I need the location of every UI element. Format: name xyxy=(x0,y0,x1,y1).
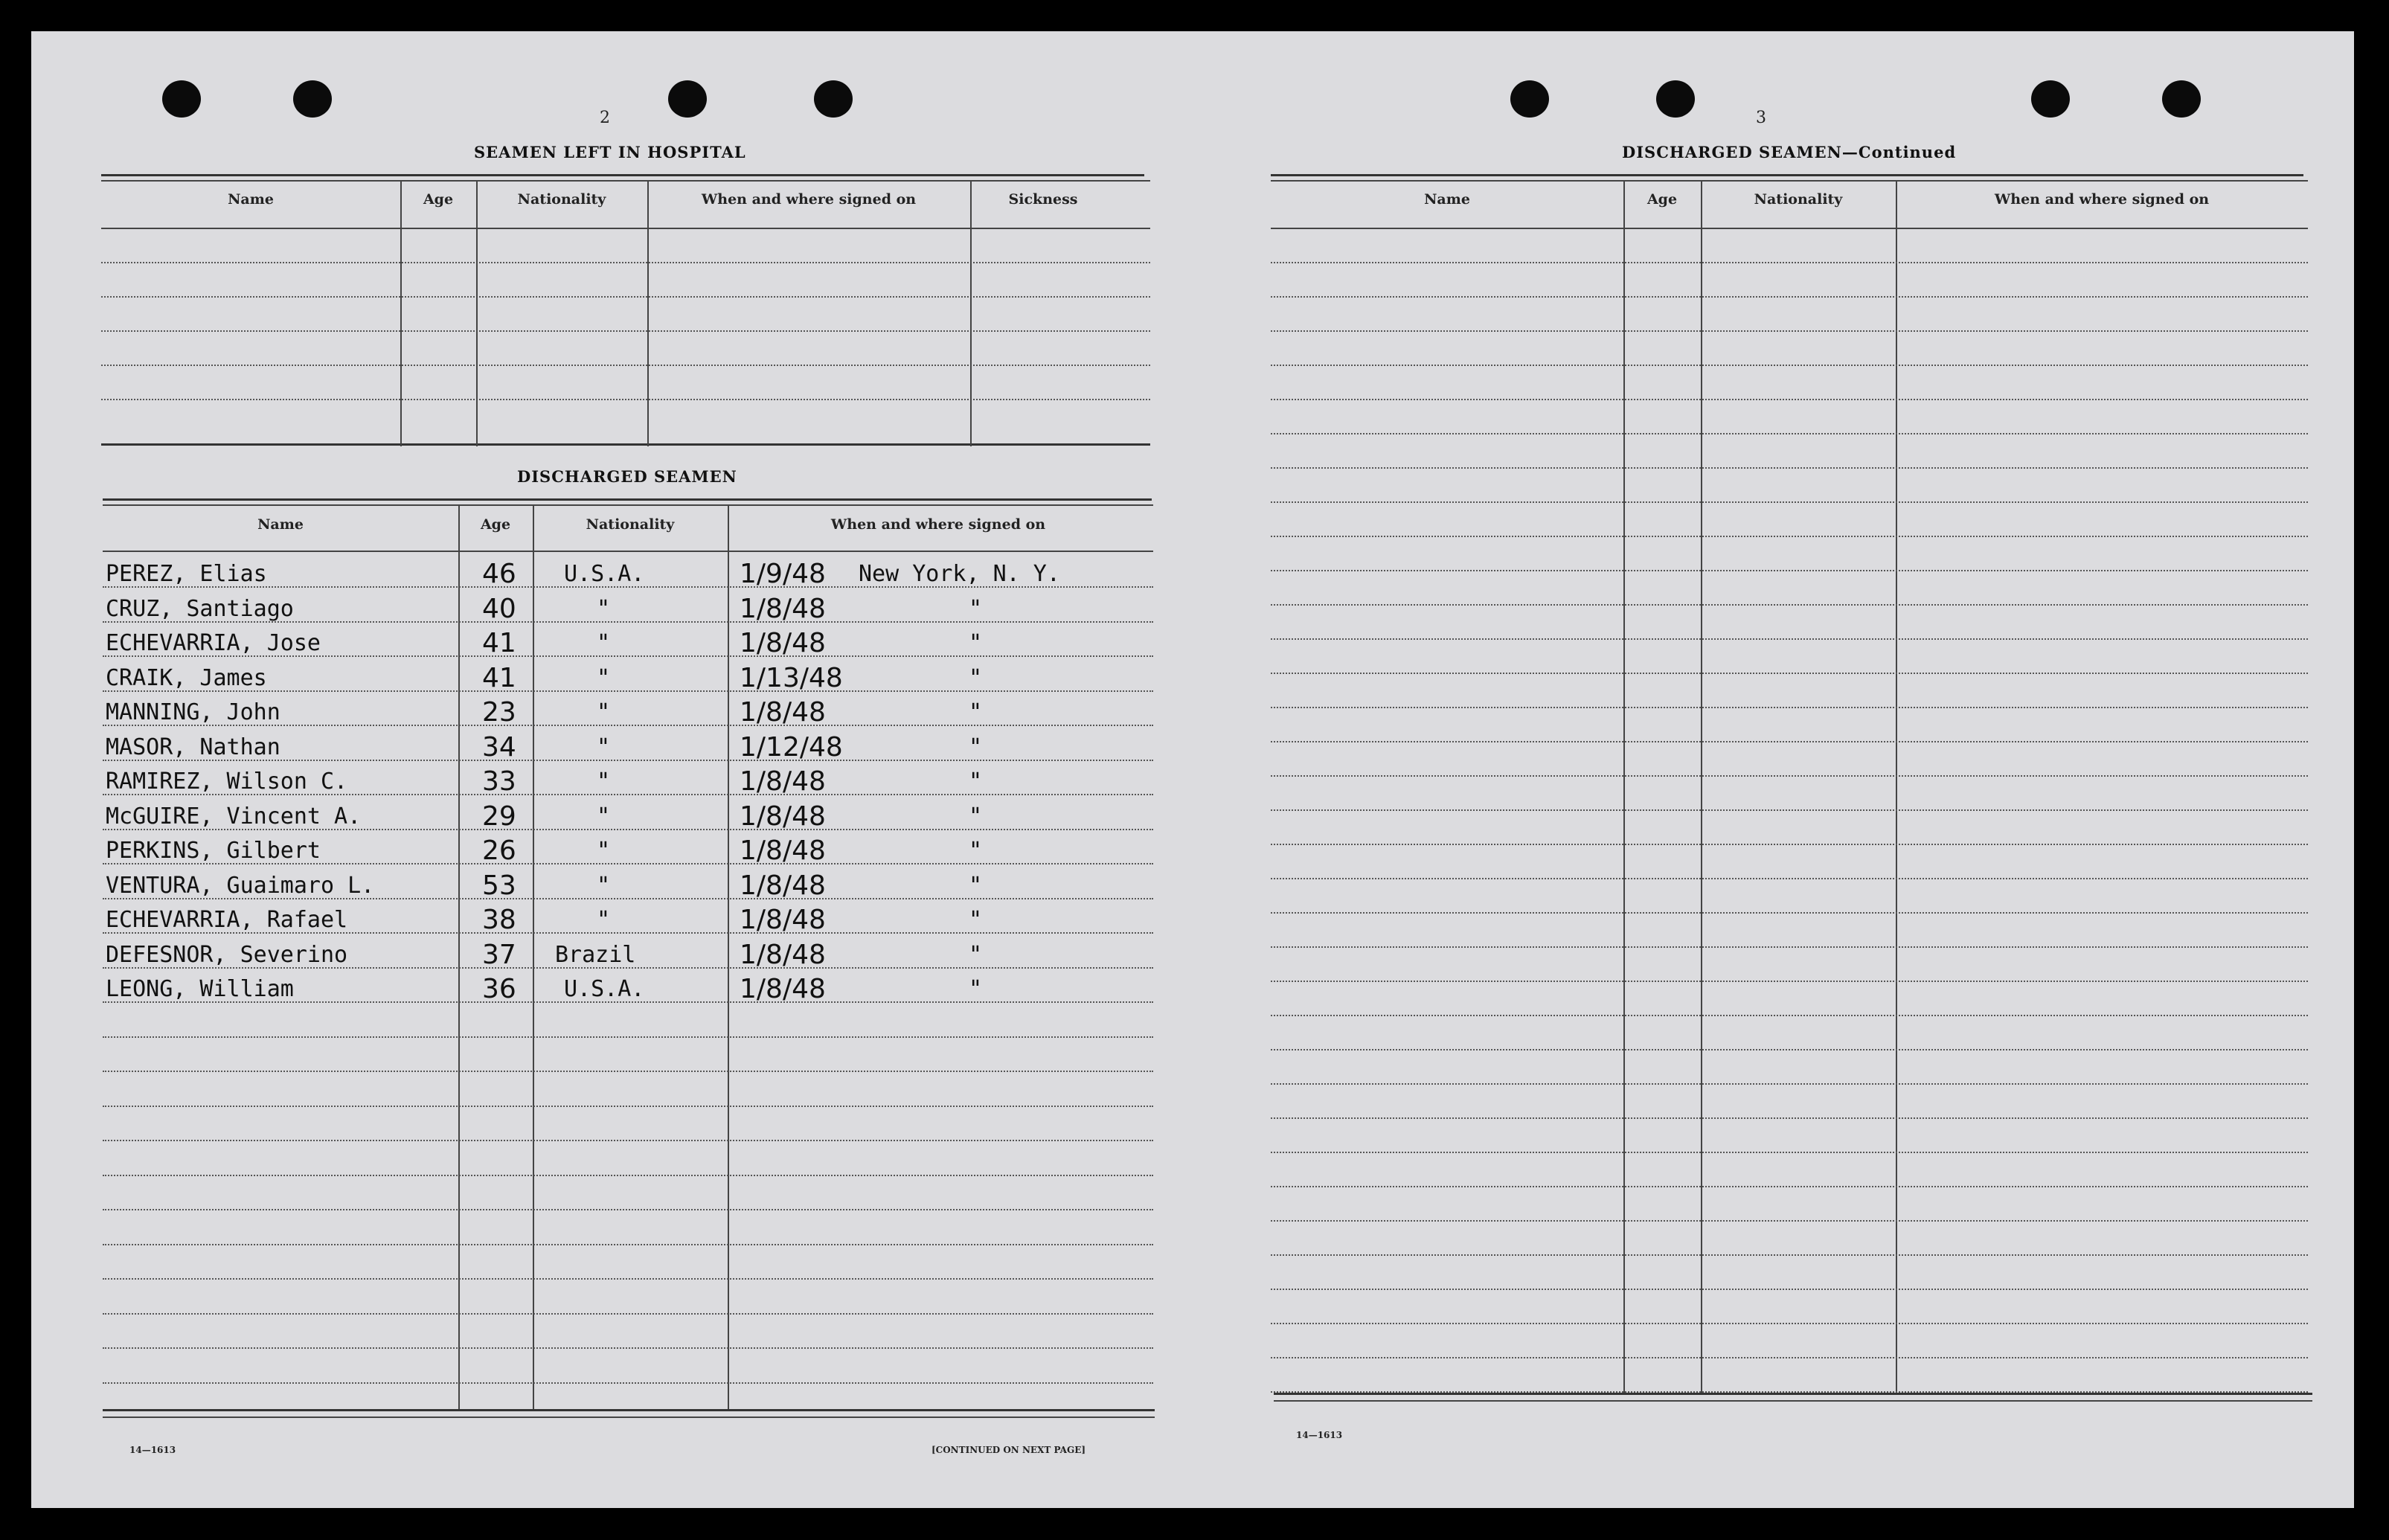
hospital-section-title: SEAMEN LEFT IN HOSPITAL xyxy=(474,143,746,161)
col-header-nationality: Nationality xyxy=(517,191,606,208)
ruled-line xyxy=(1271,262,2308,263)
seaman-nationality: " xyxy=(597,630,611,656)
seaman-name: MASOR, Nathan xyxy=(106,734,280,760)
seaman-age: 41 xyxy=(482,628,516,658)
signed-on-place: " xyxy=(969,976,983,1002)
ruled-line xyxy=(1271,399,2308,400)
ruled-line xyxy=(1271,501,2308,503)
ruled-line xyxy=(103,1244,1153,1245)
ruled-line xyxy=(103,1313,1153,1315)
col-header-age: Age xyxy=(480,516,511,533)
ruled-line xyxy=(1271,775,2308,777)
ruled-line xyxy=(103,1140,1153,1141)
ruled-line xyxy=(1271,638,2308,640)
ruled-line xyxy=(1271,878,2308,879)
col-header-age: Age xyxy=(1646,191,1678,208)
signed-on-date: 1/8/48 xyxy=(740,697,826,728)
col-header-signed-on: When and where signed on xyxy=(701,191,917,208)
seaman-nationality: " xyxy=(597,734,611,760)
signed-on-date: 1/8/48 xyxy=(740,939,826,970)
signed-on-place: " xyxy=(969,838,983,864)
ruled-line xyxy=(1271,330,2308,332)
signed-on-place: " xyxy=(969,734,983,760)
seaman-nationality: " xyxy=(597,595,611,622)
seaman-name: CRUZ, Santiago xyxy=(106,595,294,622)
ruled-line xyxy=(1271,1357,2308,1358)
signed-on-date: 1/8/48 xyxy=(740,628,826,658)
left-page xyxy=(31,31,1192,1508)
ruled-line xyxy=(1271,741,2308,742)
ruled-line xyxy=(1271,433,2308,434)
signed-on-place: " xyxy=(969,630,983,656)
ruled-line xyxy=(1271,844,2308,845)
signed-on-place: " xyxy=(969,664,983,691)
ruled-line xyxy=(1271,809,2308,811)
ruled-line xyxy=(1271,946,2308,948)
seaman-name: CRAIK, James xyxy=(106,664,267,691)
signed-on-place: " xyxy=(969,595,983,622)
signed-on-date: 1/8/48 xyxy=(740,835,826,866)
ruled-line xyxy=(1271,912,2308,914)
page-number: 3 xyxy=(1756,109,1766,127)
ruled-line xyxy=(1271,365,2308,366)
seaman-age: 34 xyxy=(482,731,516,763)
document-sheet xyxy=(31,31,2354,1508)
seaman-name: DEFESNOR, Severino xyxy=(106,941,348,968)
ruled-line xyxy=(1271,1152,2308,1153)
ruled-line xyxy=(1271,1323,2308,1324)
seaman-nationality: U.S.A. xyxy=(564,561,645,587)
continued-note: [CONTINUED ON NEXT PAGE] xyxy=(931,1445,1086,1455)
signed-on-date: 1/9/48 xyxy=(740,559,826,589)
seaman-nationality: U.S.A. xyxy=(564,976,645,1002)
seaman-nationality: " xyxy=(597,699,611,725)
seaman-name: LEONG, William xyxy=(106,976,294,1002)
signed-on-date: 1/8/48 xyxy=(740,870,826,901)
ruled-line xyxy=(103,1175,1153,1176)
seaman-name: PERKINS, Gilbert xyxy=(106,838,321,864)
seaman-nationality: Brazil xyxy=(555,941,636,968)
signed-on-place: " xyxy=(969,769,983,795)
ruled-line xyxy=(1271,1220,2308,1222)
seaman-nationality: " xyxy=(597,803,611,830)
seaman-nationality: " xyxy=(597,769,611,795)
col-header-name: Name xyxy=(228,191,274,208)
col-header-sickness: Sickness xyxy=(1008,191,1078,208)
ruled-line xyxy=(1271,1186,2308,1187)
ruled-line xyxy=(1271,1254,2308,1256)
signed-on-place: " xyxy=(969,803,983,830)
ruled-line xyxy=(1271,570,2308,571)
seaman-age: 26 xyxy=(482,835,516,866)
signed-on-date: 1/12/48 xyxy=(740,731,843,763)
col-header-nationality: Nationality xyxy=(586,516,675,533)
seaman-age: 33 xyxy=(482,766,516,797)
ruled-line xyxy=(103,1036,1153,1038)
seaman-age: 53 xyxy=(482,870,516,901)
seaman-name: RAMIREZ, Wilson C. xyxy=(106,769,348,795)
right-page xyxy=(1207,31,2354,1508)
seaman-age: 40 xyxy=(482,593,516,624)
seaman-name: ECHEVARRIA, Rafael xyxy=(106,907,348,933)
ruled-line xyxy=(1271,1117,2308,1119)
seaman-age: 23 xyxy=(482,697,516,728)
signed-on-place: " xyxy=(969,907,983,933)
ruled-line xyxy=(103,1347,1153,1349)
ruled-line xyxy=(1271,536,2308,537)
ruled-line xyxy=(103,1106,1153,1107)
form-number: 14—1613 xyxy=(1296,1430,1343,1440)
seaman-age: 36 xyxy=(482,974,516,1004)
discharged-section-title: DISCHARGED SEAMEN xyxy=(517,467,737,486)
signed-on-date: 1/8/48 xyxy=(740,593,826,624)
ruled-line xyxy=(1271,707,2308,708)
col-header-name: Name xyxy=(257,516,304,533)
seaman-age: 29 xyxy=(482,801,516,832)
col-header-signed-on: When and where signed on xyxy=(830,516,1046,533)
ruled-line xyxy=(1271,604,2308,606)
col-header-name: Name xyxy=(1424,191,1470,208)
seaman-age: 41 xyxy=(482,662,516,693)
signed-on-date: 1/13/48 xyxy=(740,662,843,693)
page-number: 2 xyxy=(600,109,610,127)
col-header-age: Age xyxy=(423,191,454,208)
seaman-age: 38 xyxy=(482,905,516,935)
ruled-line xyxy=(1271,1015,2308,1016)
ruled-line xyxy=(1271,1083,2308,1085)
seaman-name: PEREZ, Elias xyxy=(106,561,267,587)
form-number: 14—1613 xyxy=(129,1445,176,1455)
signed-on-place: " xyxy=(969,941,983,968)
seaman-nationality: " xyxy=(597,872,611,899)
discharged-continued-title: DISCHARGED SEAMEN—Continued xyxy=(1622,143,1957,161)
ruled-line xyxy=(103,1071,1153,1072)
signed-on-date: 1/8/48 xyxy=(740,766,826,797)
seaman-age: 46 xyxy=(482,559,516,589)
seaman-nationality: " xyxy=(597,907,611,933)
seaman-nationality: " xyxy=(597,838,611,864)
signed-on-date: 1/8/48 xyxy=(740,905,826,935)
col-header-signed-on: When and where signed on xyxy=(1994,191,2210,208)
seaman-age: 37 xyxy=(482,939,516,970)
signed-on-date: 1/8/48 xyxy=(740,974,826,1004)
signed-on-place: New York, N. Y. xyxy=(859,561,1060,587)
ruled-line xyxy=(1271,673,2308,674)
seaman-nationality: " xyxy=(597,664,611,691)
signed-on-place: " xyxy=(969,872,983,899)
seaman-name: ECHEVARRIA, Jose xyxy=(106,630,321,656)
ruled-line xyxy=(103,1209,1153,1210)
ruled-line xyxy=(1271,467,2308,469)
ruled-line xyxy=(1271,296,2308,298)
ruled-line xyxy=(1271,1049,2308,1050)
signed-on-date: 1/8/48 xyxy=(740,801,826,832)
seaman-name: VENTURA, Guaimaro L. xyxy=(106,872,375,899)
seaman-name: McGUIRE, Vincent A. xyxy=(106,803,362,830)
ruled-line xyxy=(1271,981,2308,982)
col-header-nationality: Nationality xyxy=(1754,191,1843,208)
ruled-line xyxy=(1271,1289,2308,1290)
seaman-name: MANNING, John xyxy=(106,699,280,725)
ruled-line xyxy=(103,1278,1153,1280)
signed-on-place: " xyxy=(969,699,983,725)
ruled-line xyxy=(103,1382,1153,1384)
